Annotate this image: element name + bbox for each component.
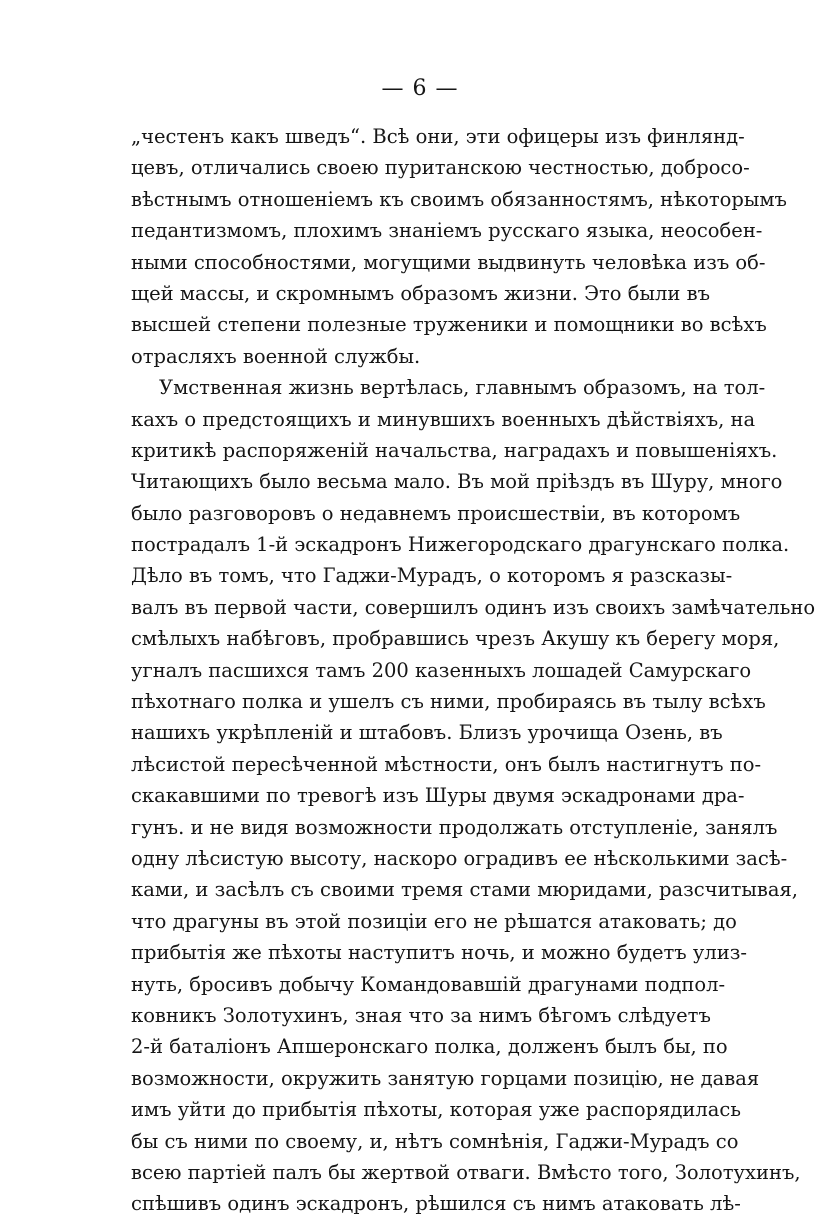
text-line: высшей степени полезные труженики и помощники во всѣхъ xyxy=(131,313,767,337)
text-line: педантизмомъ, плохимъ знаніемъ русскаго языка, неособен- xyxy=(131,219,763,243)
text-line: бы съ ними по своему, и, нѣтъ сомнѣнія, Гаджи-Мурадъ со xyxy=(131,1129,739,1153)
text-line: вѣстнымъ отношеніемъ къ своимъ обязанностямъ, нѣкоторымъ xyxy=(131,187,787,211)
text-line: пѣхотнаго полка и ушелъ съ ними, пробираясь въ тылу всѣхъ xyxy=(131,690,766,714)
text-line: „честенъ какъ шведъ“. Всѣ они, эти офицеры изъ финлянд- xyxy=(131,125,745,148)
text-line: гунъ. и не видя возможности продолжать отступленіе, занялъ xyxy=(131,815,778,839)
text-line: спѣшивъ одинъ эскадронъ, рѣшился съ нимъ атаковать лѣ- xyxy=(131,1192,741,1216)
text-line: ными способностями, могущими выдвинуть человѣка изъ об- xyxy=(131,250,766,274)
text-line: 2-й баталіонъ Апшеронскаго полка, долженъ былъ бы, по xyxy=(131,1035,728,1059)
page-number: — 6 — xyxy=(381,76,459,101)
text-line: ковникъ Золотухинъ, зная что за нимъ бѣгомъ слѣдуетъ xyxy=(131,1003,711,1027)
text-line: Умственная жизнь вертѣлась, главнымъ образомъ, на тол- xyxy=(159,376,766,400)
text-line: щей массы, и скромнымъ образомъ жизни. Это были въ xyxy=(131,281,710,305)
text-line: возможности, окружить занятую горцами позицію, не давая xyxy=(131,1066,760,1090)
text-line: прибытія же пѣхоты наступитъ ночь, и можно будетъ улиз- xyxy=(131,941,747,965)
text-line: ками, и засѣлъ съ своими тремя стами мюридами, разсчитывая, xyxy=(131,878,798,902)
body-text xyxy=(131,121,816,1220)
text-line: критикѣ распоряженій начальства, наградахъ и повышеніяхъ. xyxy=(131,438,778,462)
text-line: валъ въ первой части, совершилъ одинъ изъ своихъ замѣчательно xyxy=(131,595,816,619)
text-line: Дѣло въ томъ, что Гаджи-Мурадъ, о которомъ я разсказы- xyxy=(131,564,733,588)
text-line: скакавшими по тревогѣ изъ Шуры двумя эскадронами дра- xyxy=(131,784,745,808)
text-line: нуть, бросивъ добычу Командовавшій драгунами подпол- xyxy=(131,972,726,996)
text-line: кахъ о предстоящихъ и минувшихъ военныхъ дѣйствіяхъ, на xyxy=(131,407,756,431)
paragraph-2 xyxy=(131,372,816,1220)
text-line: Читающихъ было весьма мало. Въ мой пріѣздъ въ Шуру, много xyxy=(131,470,783,494)
text-line: нашихъ укрѣпленій и штабовъ. Близъ урочища Озень, въ xyxy=(131,721,723,745)
text-line: лѣсистой пересѣченной мѣстности, онъ былъ настигнутъ по- xyxy=(131,752,762,776)
text-line: отрасляхъ военной службы. xyxy=(131,344,421,368)
text-line: было разговоровъ о недавнемъ происшествіи, въ которомъ xyxy=(131,501,741,525)
text-line: одну лѣсистую высоту, наскоро оградивъ ее нѣсколькими засѣ- xyxy=(131,846,788,870)
text-line: что драгуны въ этой позиціи его не рѣшатся атаковать; до xyxy=(131,909,737,933)
text-line: пострадалъ 1-й эскадронъ Нижегородскаго драгунскаго полка. xyxy=(131,533,790,557)
text-line: всею партіей палъ бы жертвой отваги. Вмѣсто того, Золотухинъ, xyxy=(131,1160,801,1184)
paragraph-1 xyxy=(131,121,787,372)
text-line: угналъ пасшихся тамъ 200 казенныхъ лошадей Самурскаго xyxy=(131,658,752,682)
text-line: цевъ, отличались своею пуританскою честностью, добросо- xyxy=(131,156,750,180)
text-line: смѣлыхъ набѣговъ, пробравшись чрезъ Акушу къ берегу моря, xyxy=(131,627,780,651)
text-line: имъ уйти до прибытія пѣхоты, которая уже распорядилась xyxy=(131,1098,741,1122)
